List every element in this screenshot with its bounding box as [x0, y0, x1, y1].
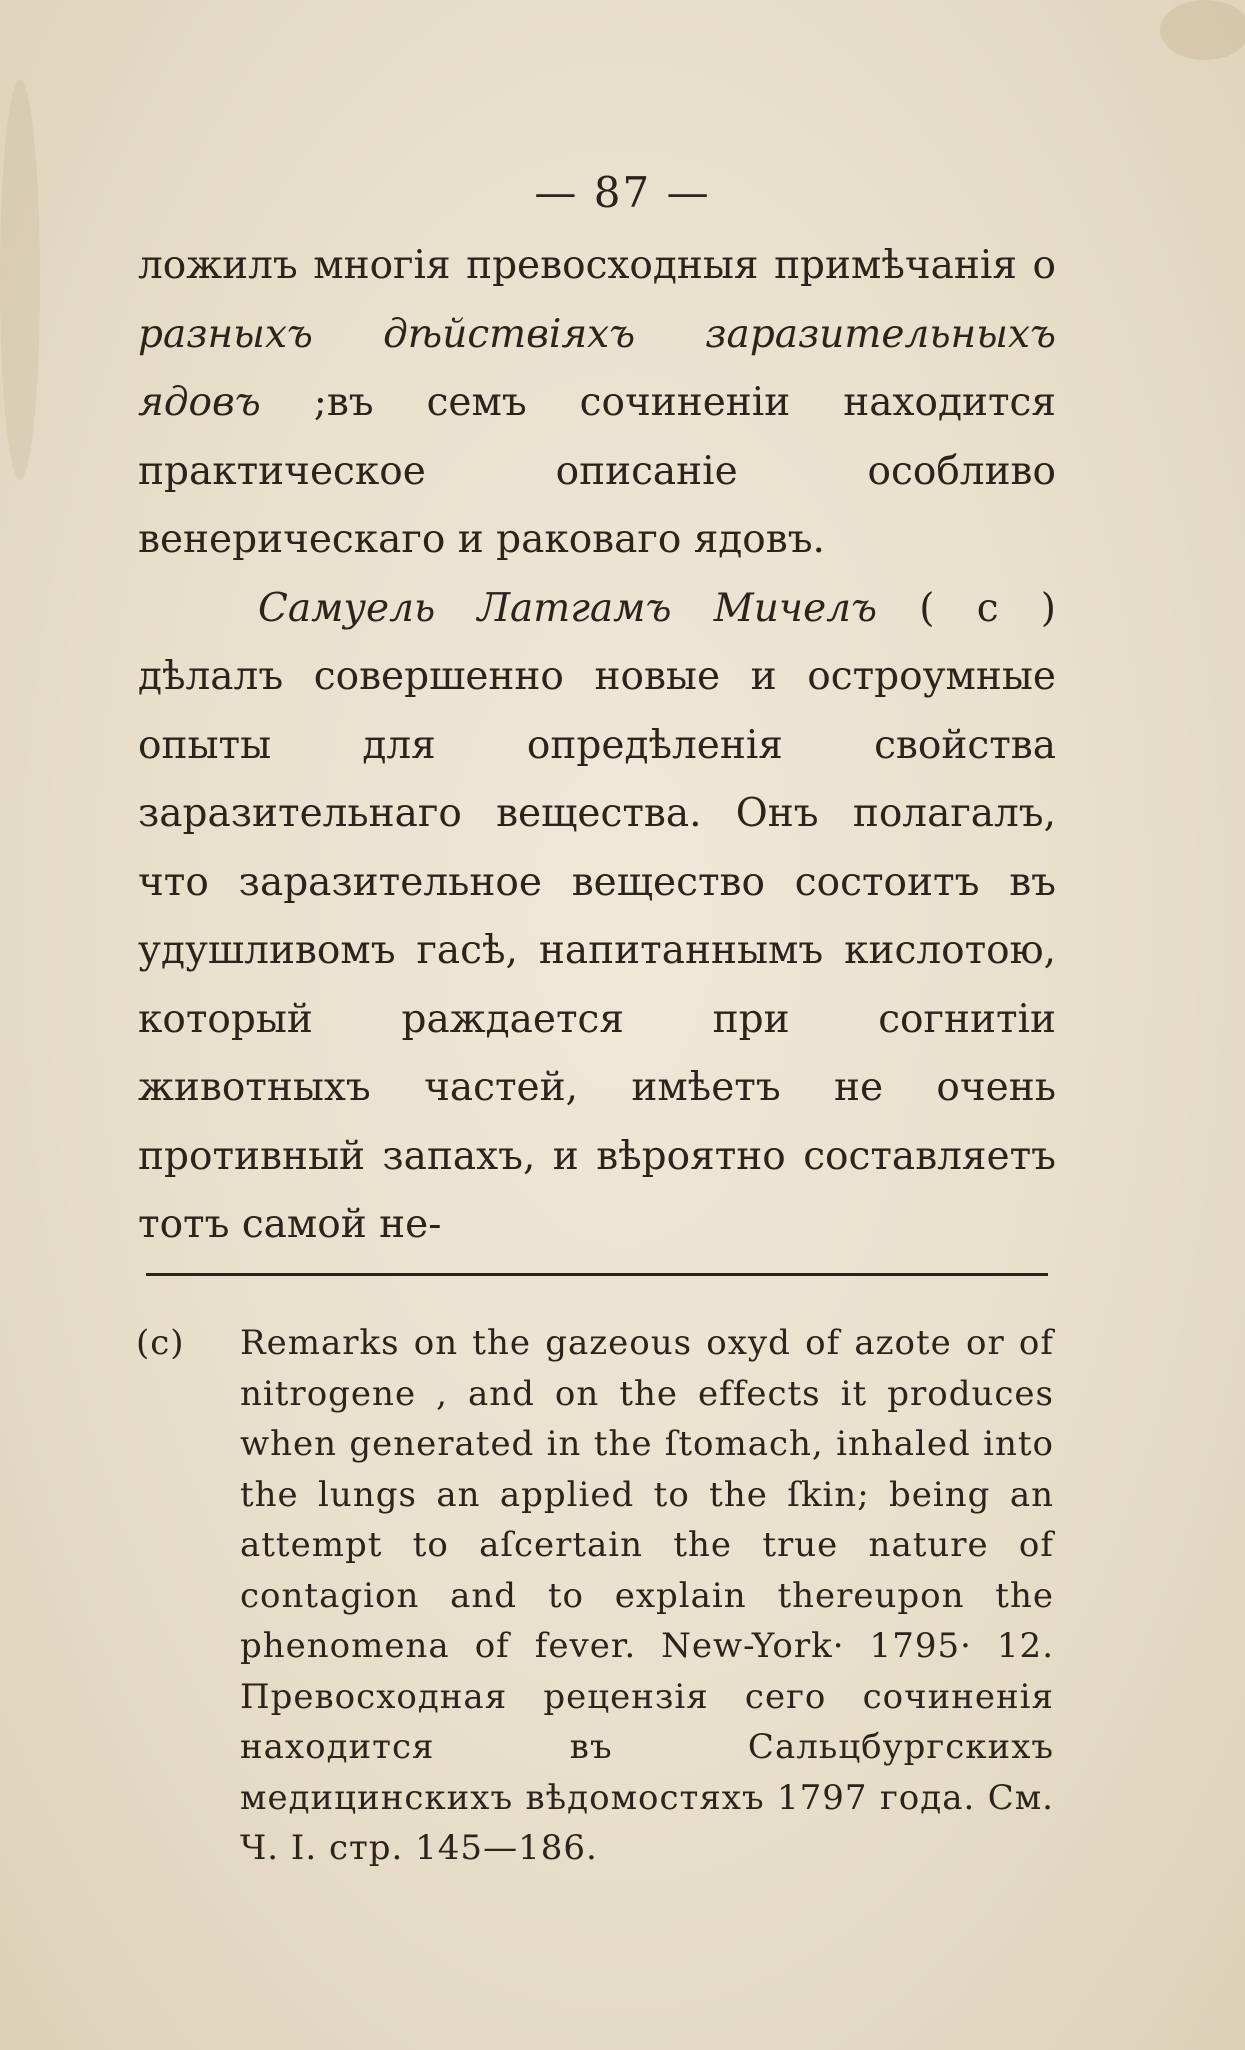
- paper-stain: [0, 80, 40, 480]
- footnote-reference: ( с ): [876, 585, 1056, 631]
- paper-stain: [1160, 0, 1245, 60]
- footnote: [136, 1318, 1054, 1874]
- paragraph-1-italic: разныхъ дѣйствіяхъ заразительныхъ ядовъ: [138, 311, 1056, 425]
- author-name: Самуель Латгамъ Мичелъ: [258, 585, 877, 631]
- paragraph-2-text: дѣлалъ совершенно новые и остроумные опыты для опредѣленія свойства заразительнаго вещества. Онъ полагалъ, что заразительное вещество состоитъ въ удушливомъ гасѣ, напитаннымъ кислотою, который раждается при согнитіи животныхъ частей, имѣетъ не очень противный запахъ, и вѣроятно составляетъ тотъ самой не-: [138, 654, 1056, 1247]
- page-number: — 87 —: [534, 168, 711, 217]
- paragraph-1-text-a: ложилъ многія превосходныя примѣчанія о: [138, 243, 1056, 288]
- footnote-text-en: Remarks on the gazeous oxyd of azote or of nitrogene , and on the effects it produces when generated in the ſtomach, inhaled into the lungs an applied to the ſkin; being an attempt to aſcertain the true nature of contagion and to explain thereupon the phenomena of fever. New-York· 1795· 12.: [240, 1323, 1054, 1666]
- footnote-body: [240, 1318, 1054, 1874]
- footnote-mark: (с): [136, 1323, 185, 1363]
- paragraph-1-text-b: ;въ семъ сочиненіи находится практическое описаніе особливо венерическаго и раковаго ядовъ.: [138, 380, 1056, 562]
- paragraph-1: [138, 232, 1056, 575]
- main-text: [138, 232, 1056, 1260]
- footnote-text-ru: Превосходная рецензія сего сочиненія находится въ Сальцбургскихъ медицинскихъ вѣдомостяхъ 1797 года. См. Ч. I. стр. 145—186.: [240, 1676, 1054, 1868]
- paragraph-2: [138, 575, 1056, 1260]
- footnote-divider: [146, 1273, 1048, 1276]
